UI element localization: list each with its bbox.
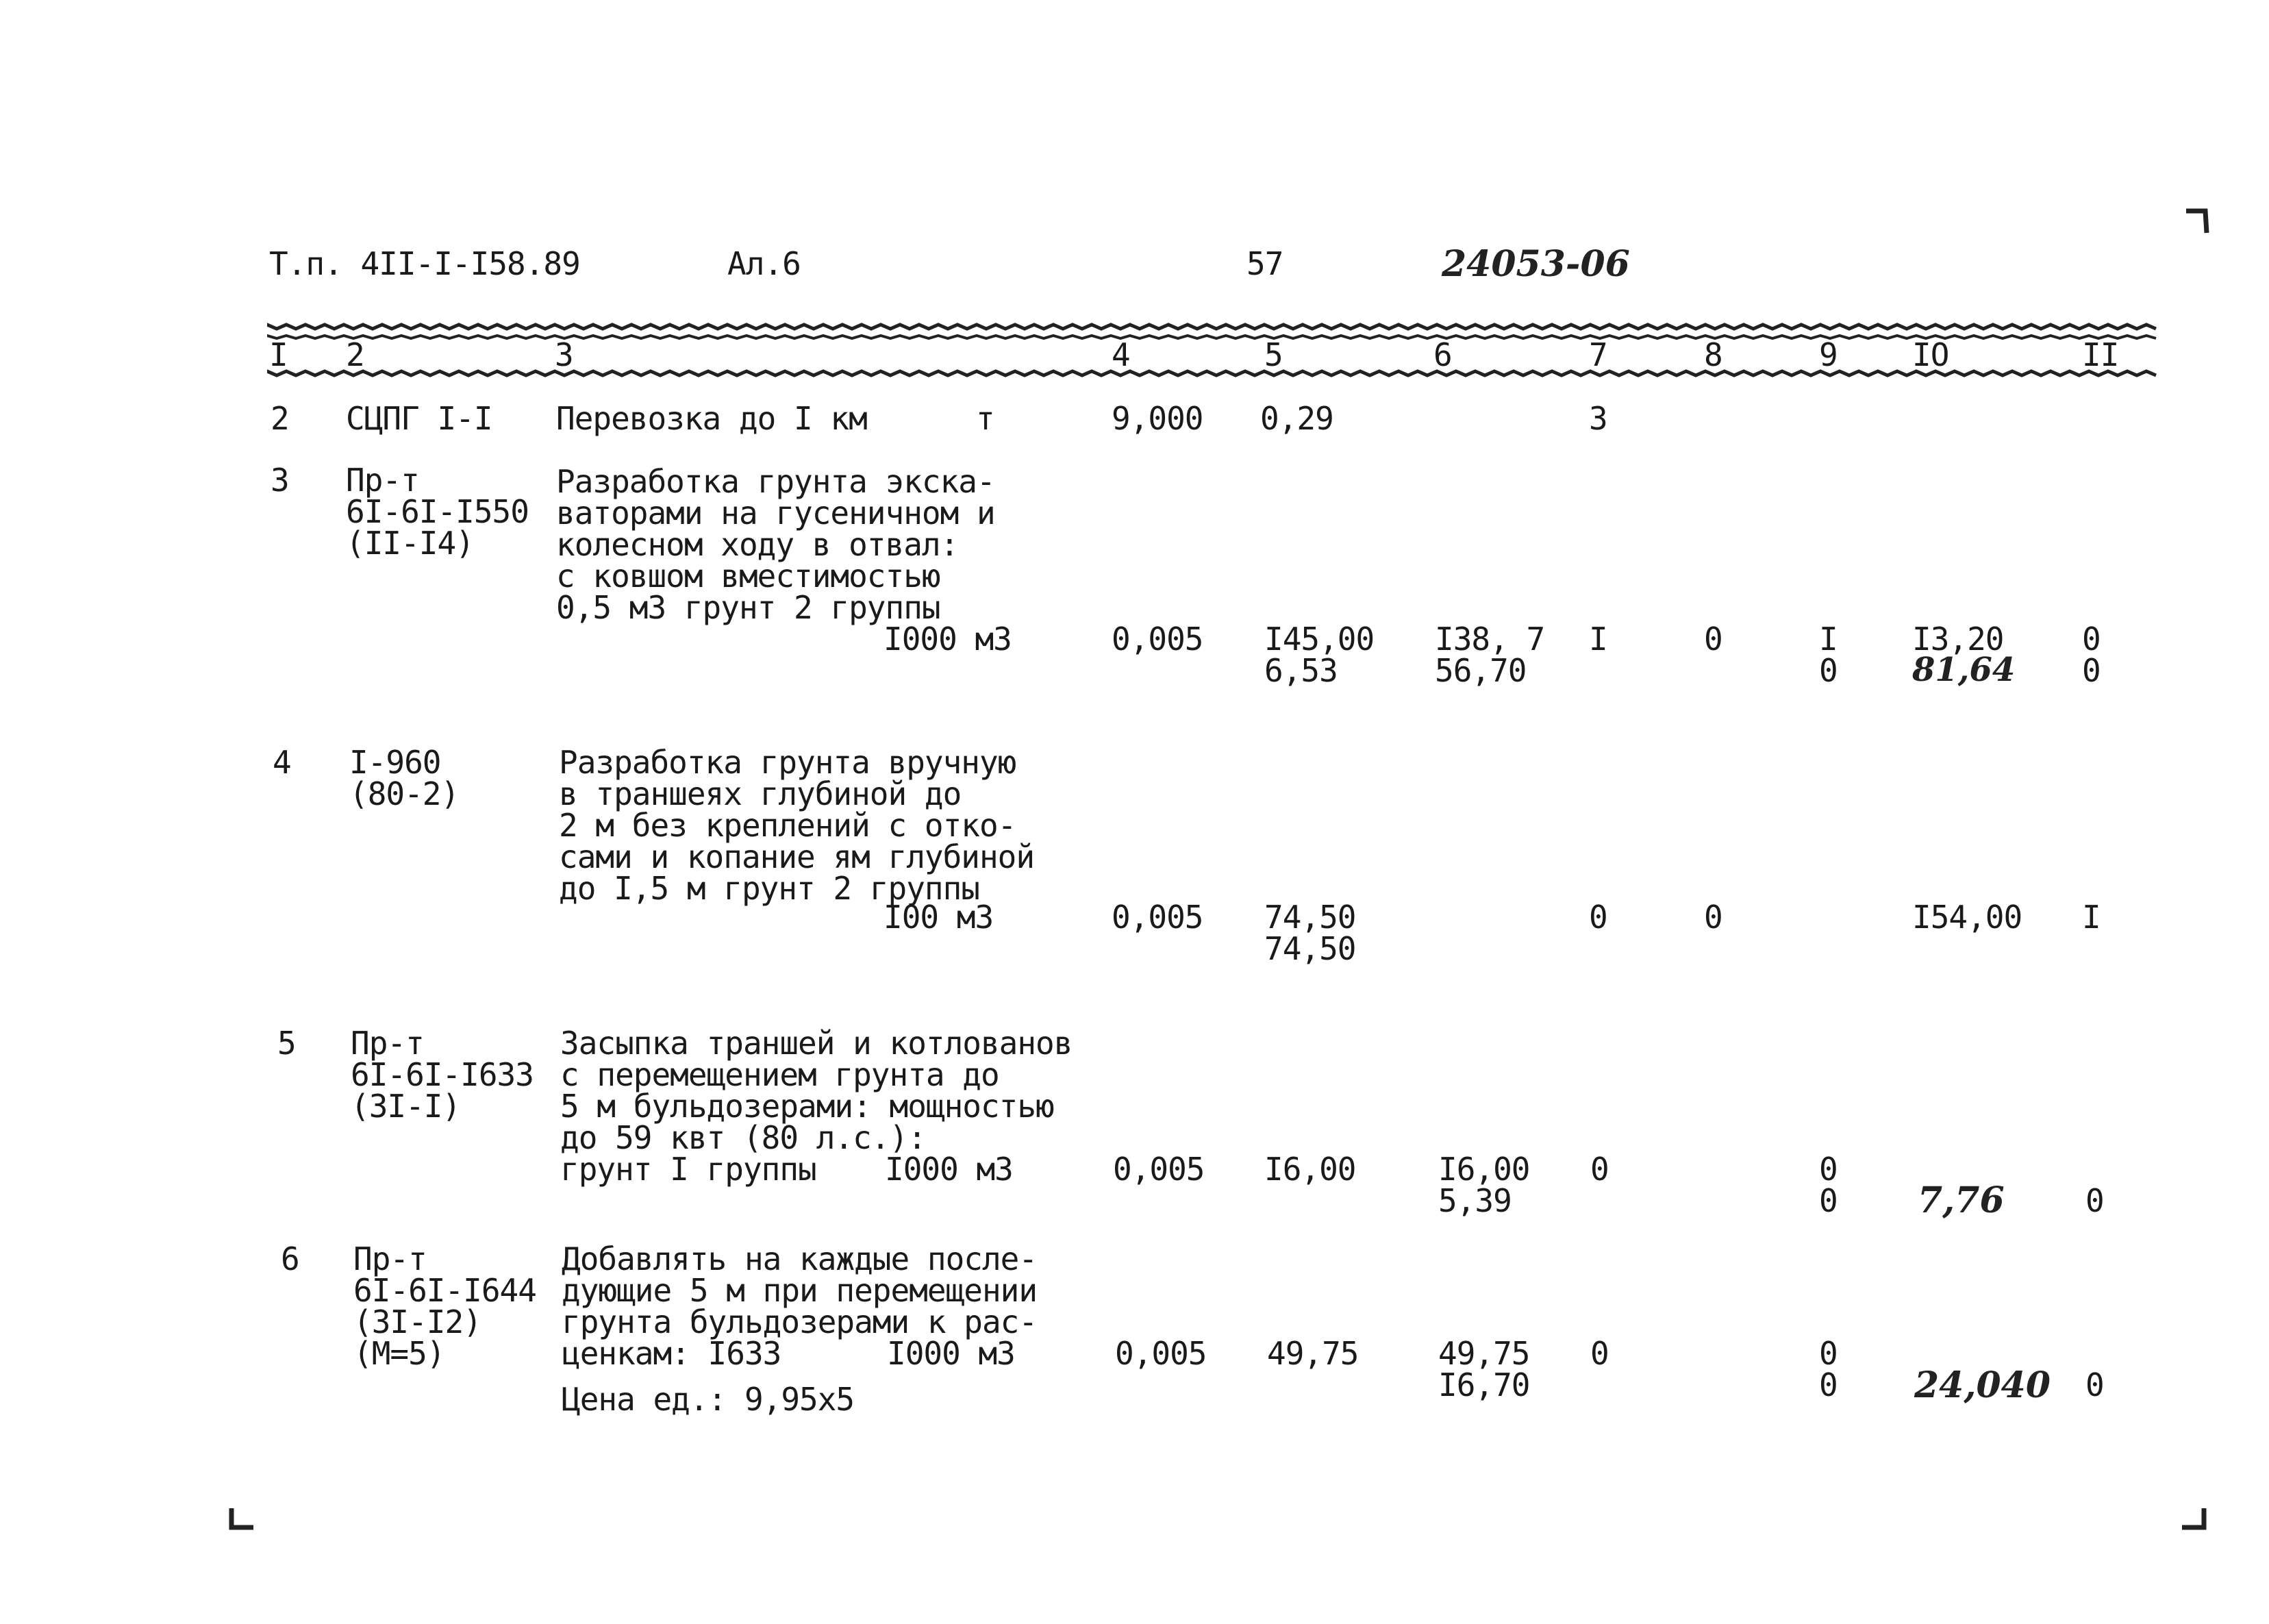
work-description: в траншеях глубиной до (559, 775, 962, 812)
rate-code: (М=5) (353, 1335, 445, 1372)
col-9-value: I (1819, 621, 1838, 658)
corner-mark-bottom-left (226, 1507, 260, 1534)
work-description: до I,5 м грунт 2 группы (559, 870, 979, 907)
rate-code: СЦПГ I-I (346, 400, 492, 437)
corner-mark-bottom-right (2178, 1507, 2212, 1534)
unit-price-wages: 74,50 (1264, 930, 1356, 967)
col-10-value: I3,20 (1912, 621, 2004, 658)
col-10-value-2: 81,64 (1912, 651, 2016, 689)
unit-price: I45,00 (1264, 621, 1375, 658)
col-6-value: I38, 7 (1435, 621, 1545, 658)
work-description: с ковшом вместимостью (556, 558, 940, 595)
col-9-value-2: 0 (1819, 1366, 1838, 1403)
column-header-1: I (269, 336, 288, 373)
column-header-9: 9 (1819, 336, 1838, 373)
row-number: 4 (273, 744, 291, 781)
rate-code: Пр-т (351, 1025, 424, 1062)
col-6-value: 49,75 (1438, 1335, 1530, 1372)
rate-code: Пр-т (346, 462, 419, 499)
header-bottom-rule (267, 368, 2164, 378)
col-11-value: 0 (2085, 1182, 2104, 1219)
rate-code: (II-I4) (346, 525, 474, 562)
unit-price: 0,29 (1260, 400, 1333, 437)
work-description: 0,5 м3 грунт 2 группы (556, 589, 940, 626)
rate-code: 6I-6I-I550 (346, 493, 529, 530)
unit-price: 74,50 (1264, 899, 1356, 936)
column-header-10: IO (1912, 336, 1949, 373)
work-description: грунт I группы (560, 1151, 816, 1188)
column-header-11: II (2082, 336, 2119, 373)
rate-code: 6I-6I-I633 (351, 1056, 534, 1093)
quantity: 0,005 (1113, 1151, 1205, 1188)
col-10-value: 24,040 (1914, 1364, 2051, 1406)
col-7-value: 0 (1589, 899, 1607, 936)
work-description: Добавлять на каждые после- (562, 1240, 1038, 1277)
column-header-4: 4 (1112, 336, 1130, 373)
row-number: 3 (271, 462, 289, 499)
inventory-number: 24053-06 (1442, 243, 1630, 285)
work-description: с перемещением грунта до (560, 1056, 999, 1093)
rate-code: 6I-6I-I644 (353, 1272, 536, 1309)
work-description: Разработка грунта экска- (556, 463, 995, 500)
work-description: Разработка грунта вручную (559, 744, 1016, 781)
work-description: грунта бульдозерами к рас- (562, 1303, 1038, 1340)
table-top-rule-2 (267, 332, 2164, 342)
col-8-value: 0 (1704, 621, 1722, 658)
work-description: сами и копание ям глубиной (559, 838, 1035, 875)
work-description: дующие 5 м при перемещении (562, 1272, 1038, 1309)
col-7-value: I (1589, 621, 1607, 658)
work-description: Перевозка до I км (556, 400, 867, 437)
unit: I000 м3 (883, 621, 1012, 658)
col-11-value-2: 0 (2082, 652, 2101, 689)
unit: I000 м3 (885, 1151, 1013, 1188)
column-header-6: 6 (1433, 336, 1452, 373)
work-description: ваторами на гусеничном и (556, 495, 995, 532)
unit: I00 м3 (883, 899, 994, 936)
col-10-value: I54,00 (1912, 899, 2022, 936)
rate-code: Пр-т (353, 1240, 427, 1277)
work-description: Засыпка траншей и котлованов (560, 1025, 1073, 1062)
unit-price-wages: 6,53 (1264, 652, 1338, 689)
page-number: 57 (1246, 245, 1283, 282)
quantity: 0,005 (1115, 1335, 1207, 1372)
col-6-value: I6,00 (1438, 1151, 1530, 1188)
album-label: Ал.6 (727, 245, 801, 282)
unit-price: I6,00 (1264, 1151, 1356, 1188)
quantity: 0,005 (1112, 899, 1203, 936)
col-11-value: 0 (2082, 621, 2101, 658)
work-description: ценкам: I633 (562, 1335, 781, 1372)
column-header-2: 2 (346, 336, 364, 373)
unit: I000 м3 (887, 1335, 1015, 1372)
corner-mark-top-right (2185, 205, 2212, 240)
col-7-value: 3 (1589, 400, 1607, 437)
work-description: 5 м бульдозерами: мощностью (560, 1088, 1054, 1125)
col-7-value: 0 (1590, 1335, 1609, 1372)
work-description: до 59 квт (80 л.с.): (560, 1119, 926, 1156)
col-9-value-2: 0 (1819, 652, 1838, 689)
quantity: 9,000 (1112, 400, 1203, 437)
col-6-value-2: 5,39 (1438, 1182, 1512, 1219)
table-top-rule (267, 322, 2164, 332)
unit: т (976, 400, 994, 437)
column-header-8: 8 (1704, 336, 1722, 373)
column-header-7: 7 (1589, 336, 1607, 373)
rate-code: (80-2) (349, 775, 460, 812)
col-8-value: 0 (1704, 899, 1722, 936)
col-11-value: 0 (2085, 1366, 2104, 1403)
row-number: 5 (277, 1025, 296, 1062)
col-9-value: 0 (1819, 1151, 1838, 1188)
col-10-value: 7,76 (1918, 1179, 2005, 1221)
rate-code: (3I-I2) (353, 1303, 481, 1340)
unit-price: 49,75 (1267, 1335, 1359, 1372)
document-code: Т.п. 4II-I-I58.89 (269, 245, 580, 282)
column-header-5: 5 (1264, 336, 1283, 373)
col-9-value: 0 (1819, 1335, 1838, 1372)
work-description: колесном ходу в отвал: (556, 526, 959, 563)
rate-code: (3I-I) (351, 1088, 461, 1125)
rate-code: I-960 (349, 744, 441, 781)
col-9-value-2: 0 (1819, 1182, 1838, 1219)
quantity: 0,005 (1112, 621, 1203, 658)
work-description: 2 м без креплений с отко- (559, 807, 1016, 844)
col-11-value: I (2082, 899, 2101, 936)
row-number: 6 (281, 1240, 299, 1277)
col-6-value-2: I6,70 (1438, 1366, 1530, 1403)
row-number: 2 (271, 400, 289, 437)
col-7-value: 0 (1590, 1151, 1609, 1188)
column-header-3: 3 (555, 336, 573, 373)
price-note: Цена ед.: 9,95x5 (562, 1381, 855, 1418)
col-6-value-2: 56,70 (1435, 652, 1527, 689)
